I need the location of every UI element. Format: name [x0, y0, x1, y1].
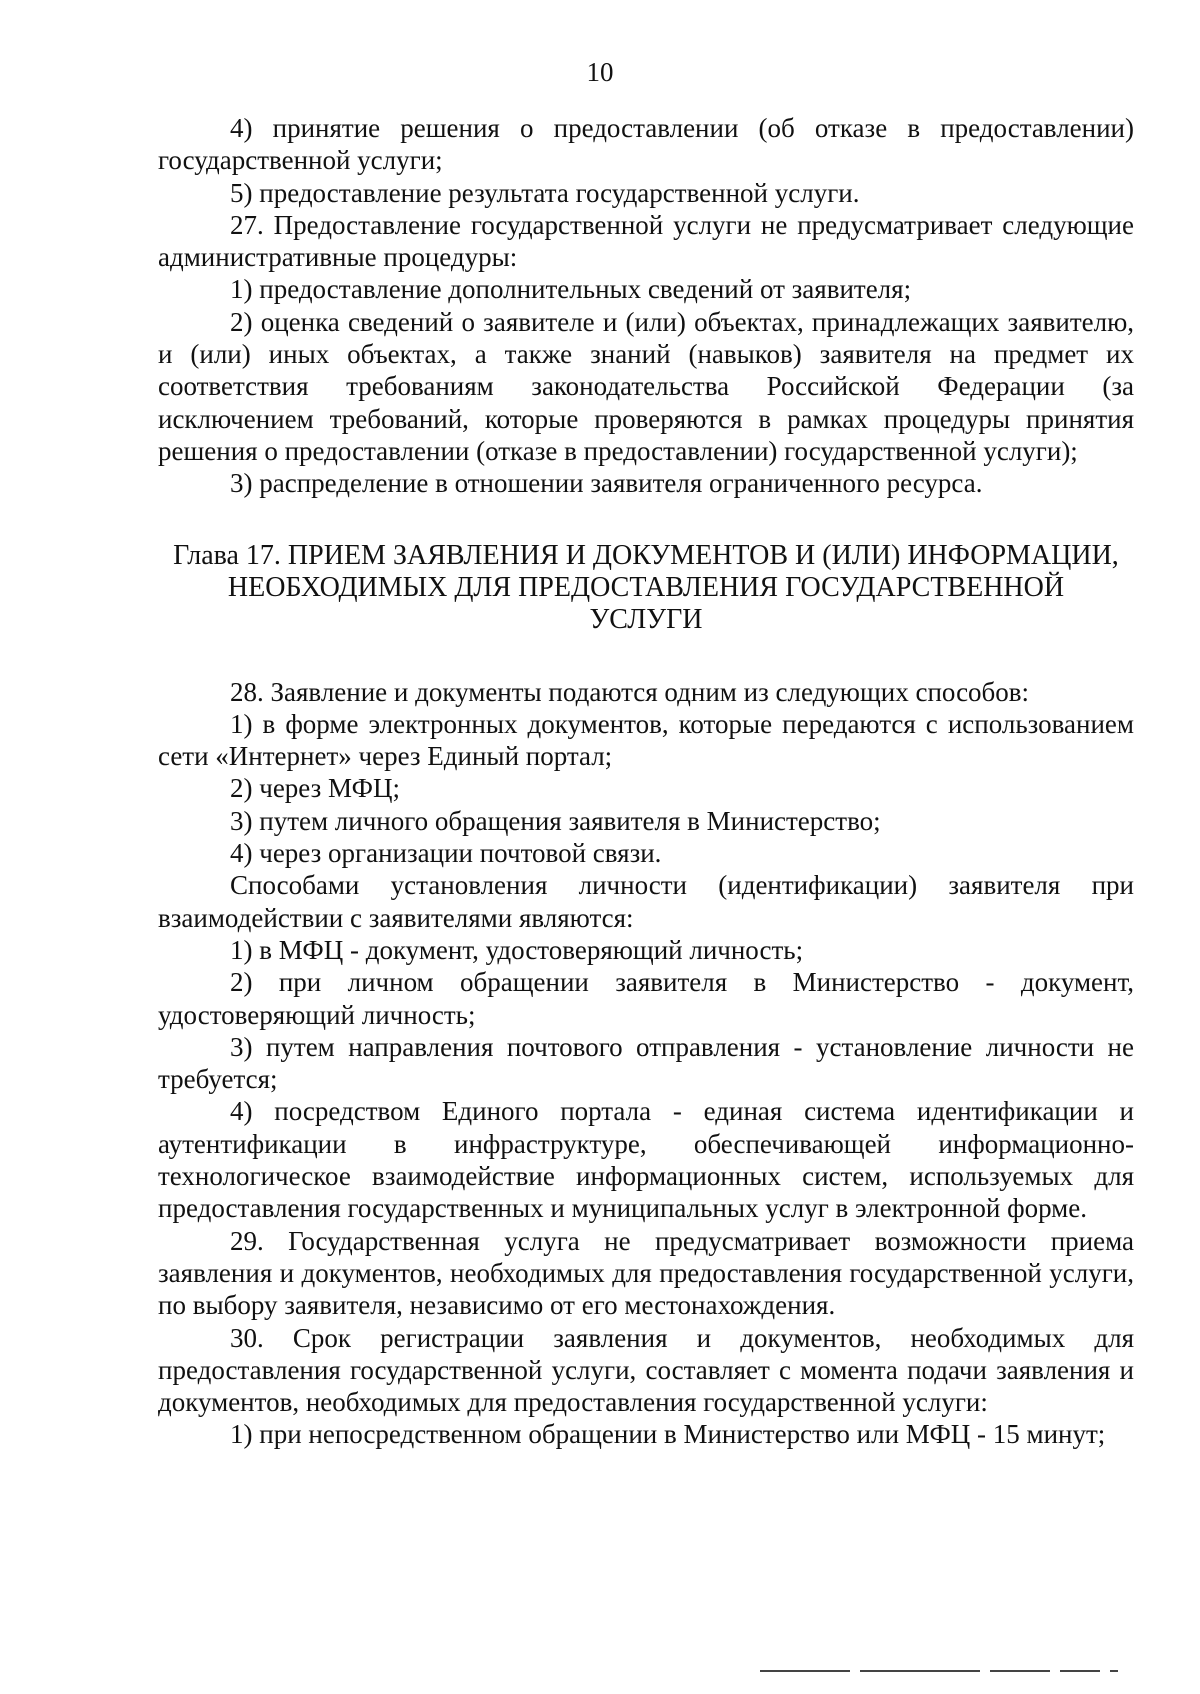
paragraph-30-item-1: 1) при непосредственном обращении в Министерство или МФЦ - 15 минут;: [230, 1419, 1106, 1450]
page-number: 10: [586, 57, 614, 87]
paragraph-28-item-2: 2) через МФЦ;: [230, 773, 401, 804]
footer-rule-2: [860, 1670, 980, 1672]
paragraph-identification-item-4: 4) посредством Единого портала - единая система идентификации и аутентификации в инфраструктуре, обеспечивающей информационно-технологическое взаимодействие информационных систем, используемых для предоставления государственных и муниципальных услуг в электронной форме.: [158, 1096, 1134, 1224]
paragraph-27: 27. Предоставление государственной услуги не предусматривает следующие административные процедуры:: [158, 209, 1134, 273]
paragraph-27-item-1: 1) предоставление дополнительных сведений от заявителя;: [230, 274, 912, 305]
footer-rule-3: [990, 1670, 1050, 1672]
paragraph-item-5-result: 5) предоставление результата государственной услуги.: [230, 177, 860, 208]
paragraph-28-item-3: 3) путем личного обращения заявителя в Министерство;: [230, 805, 881, 836]
document-body: [158, 112, 1134, 1451]
footer-rule-4: [1060, 1670, 1100, 1672]
chapter-heading: [158, 540, 1134, 636]
paragraph-27-item-2: 2) оценка сведений о заявителе и (или) объектах, принадлежащих заявителю, и (или) иных объектах, а также знаний (навыков) заявителя на предмет их соответствия требованиям законодательства Российской Федерации (за исключением требований, которые проверяются в рамках процедуры принятия решения о предоставлении (отказе в предоставлении) государственной услуги);: [158, 306, 1134, 466]
paragraph-identification-item-1: 1) в МФЦ - документ, удостоверяющий личность;: [230, 934, 804, 965]
paragraph-27-item-3: 3) распределение в отношении заявителя ограниченного ресурса.: [230, 468, 983, 499]
paragraph-identification-item-2: 2) при личном обращении заявителя в Министерство - документ, удостоверяющий личность;: [158, 967, 1134, 1030]
paragraph-28-item-4: 4) через организации почтовой связи.: [230, 838, 662, 869]
chapter-heading-line-2: НЕОБХОДИМЫХ ДЛЯ ПРЕДОСТАВЛЕНИЯ ГОСУДАРСТВЕННОЙ: [227, 571, 1065, 603]
chapter-heading-line-1: Глава 17. ПРИЕМ ЗАЯВЛЕНИЯ И ДОКУМЕНТОВ И (ИЛИ) ИНФОРМАЦИИ,: [173, 539, 1119, 571]
footer-rule-1: [760, 1670, 850, 1672]
paragraph-identification-item-3: 3) путем направления почтового отправления - установление личности не требуется;: [158, 1031, 1134, 1095]
paragraph-item-4-decision: 4) принятие решения о предоставлении (об отказе в предоставлении) государственной услуги;: [158, 113, 1134, 176]
paragraph-28: 28. Заявление и документы подаются одним из следующих способов:: [230, 676, 1030, 707]
paragraph-identification: Способами установления личности (идентификации) заявителя при взаимодействии с заявителями являются:: [158, 870, 1134, 933]
paragraph-29: 29. Государственная услуга не предусматривает возможности приема заявления и документов, необходимых для предоставления государственной услуги, по выбору заявителя, независимо от его местонахождения.: [158, 1225, 1134, 1321]
chapter-heading-line-3: УСЛУГИ: [589, 603, 703, 635]
footer-rule-5: [1110, 1670, 1118, 1672]
paragraph-28-item-1: 1) в форме электронных документов, которые передаются с использованием сети «Интернет» через Единый портал;: [158, 708, 1134, 772]
paragraph-30: 30. Срок регистрации заявления и документов, необходимых для предоставления государственной услуги, составляет с момента подачи заявления и документов, необходимых для предоставления государственной услуги:: [158, 1322, 1134, 1418]
